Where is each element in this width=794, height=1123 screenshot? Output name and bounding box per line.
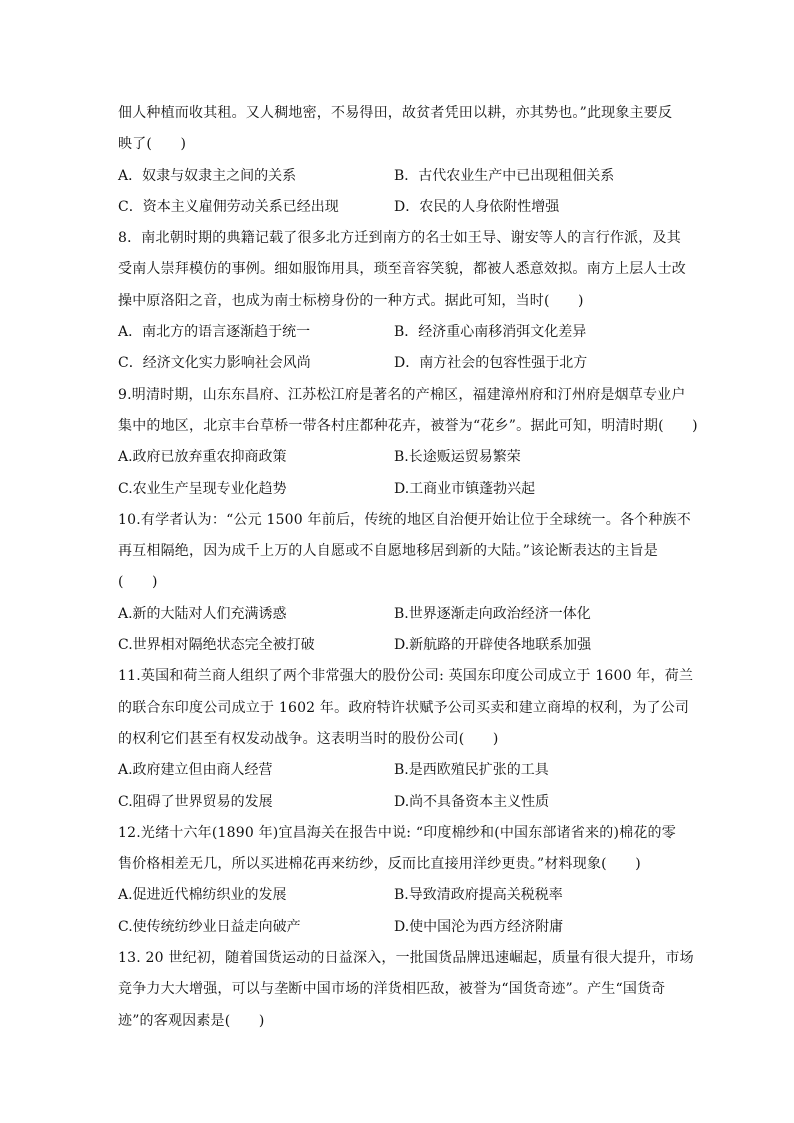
q9-option-d: D.工商业市镇蓬勃兴起 [394, 480, 536, 497]
q9-options-row-1 [118, 442, 708, 473]
question-12 [118, 818, 708, 943]
q8-option-d: D．南方社会的包容性强于北方 [394, 355, 588, 372]
q12-stem-line-1: 12.光绪十六年(1890 年)宜昌海关在报告中说: “印度棉纱和(中国东部诸省来的)棉花的零 [118, 824, 676, 841]
question-9 [118, 380, 708, 505]
q13-stem-line-3: 迹”的客观因素是( ) [118, 1012, 265, 1029]
q11-option-c: C.阻碍了世界贸易的发展 [118, 793, 273, 810]
q11-stem-line-3: 的权利它们甚至有权发动战争。这表明当时的股份公司( ) [118, 730, 499, 747]
q12-option-c: C.使传统纺纱业日益走向破产 [118, 918, 301, 935]
q11-option-d: D.尚不具备资本主义性质 [394, 793, 550, 810]
q12-option-b: B.导致清政府提高关税税率 [394, 887, 563, 904]
q11-stem-line-2: 的联合东印度公司成立于 1602 年。政府特许状赋予公司买卖和建立商埠的权利，为了公司 [118, 699, 690, 716]
question-7 [118, 98, 708, 223]
q8-options-row-2 [118, 348, 708, 379]
q9-stem-line-1: 9.明清时期，山东东昌府、江苏松江府是著名的产棉区，福建漳州府和汀州府是烟草专业户 [118, 386, 686, 403]
q13-stem-line-2: 竞争力大大增强，可以与垄断中国市场的洋货相匹敌，被誉为“国货奇迹”。产生“国货奇 [118, 981, 666, 998]
q10-stem-line-1: 10.有学者认为：“公元 1500 年前后，传统的地区自治便开始让位于全球统一。各个种族不 [118, 511, 691, 528]
q8-option-a: A．南北方的语言逐渐趋于统一 [118, 324, 311, 341]
question-10 [118, 505, 708, 661]
q9-stem-line-2: 集中的地区，北京丰台草桥一带各村庄都种花卉，被誉为“花乡”。据此可知，明清时期( ) [118, 417, 698, 434]
question-11 [118, 661, 708, 817]
q7-options-row-2 [118, 192, 708, 223]
q11-stem-line-1: 11.英国和荷兰商人组织了两个非常强大的股份公司: 英国东印度公司成立于 1600 年，荷兰 [118, 668, 694, 685]
q10-options-row-2 [118, 630, 708, 661]
q11-option-a: A.政府建立但由商人经营 [118, 762, 273, 779]
q12-option-d: D.使中国沦为西方经济附庸 [394, 918, 564, 935]
question-8 [118, 223, 708, 379]
q8-stem-line-3: 操中原洛阳之音，也成为南士标榜身份的一种方式。据此可知，当时( ) [118, 292, 584, 309]
q12-options-row-1 [118, 880, 708, 911]
q8-option-c: C．经济文化实力影响社会风尚 [118, 355, 311, 372]
q7-stem-line-1: 佃人种植而收其租。又人稠地密，不易得田，故贫者凭田以耕，亦其势也。”此现象主要反 [118, 105, 673, 121]
q7-option-c: C．资本主义雇佣劳动关系已经出现 [118, 198, 339, 215]
q10-option-a: A.新的大陆对人们充满诱惑 [118, 605, 287, 622]
question-13 [118, 943, 708, 1037]
q10-stem-line-3: ( ) [118, 574, 158, 591]
q9-options-row-2 [118, 474, 708, 505]
q9-option-b: B.长途贩运贸易繁荣 [394, 449, 521, 466]
q7-option-b: B．古代农业生产中已出现租佃关系 [394, 167, 615, 184]
q10-options-row-1 [118, 599, 708, 630]
q7-options-row-1 [118, 161, 708, 192]
q7-option-a: A．奴隶与奴隶主之间的关系 [118, 167, 297, 184]
q12-options-row-2 [118, 912, 708, 943]
q8-stem-line-2: 受南人崇拜模仿的事例。细如服饰用具，琐至音容笑貌，都被人悉意效拟。南方上层人士改 [118, 261, 686, 278]
q10-option-c: C.世界相对隔绝状态完全被打破 [118, 637, 315, 654]
q9-option-c: C.农业生产呈现专业化趋势 [118, 480, 287, 497]
q8-options-row-1 [118, 317, 708, 348]
q11-option-b: B.是西欧殖民扩张的工具 [394, 762, 549, 779]
q8-option-b: B．经济重心南移消弭文化差异 [394, 324, 587, 341]
q8-stem-line-1: 8．南北朝时期的典籍记载了很多北方迁到南方的名士如王导、谢安等人的言行作派，及其 [118, 230, 681, 247]
q10-option-b: B.世界逐渐走向政治经济一体化 [394, 605, 591, 622]
q10-option-d: D.新航路的开辟使各地联系加强 [394, 637, 592, 654]
exam-page [118, 98, 708, 1037]
q7-option-d: D．农民的人身依附性增强 [394, 198, 560, 215]
q10-stem-line-2: 再互相隔绝，因为成千上万的人自愿或不自愿地移居到新的大陆。”该论断表达的主旨是 [118, 543, 658, 560]
q11-options-row-2 [118, 787, 708, 818]
q12-option-a: A.促进近代棉纺织业的发展 [118, 887, 287, 904]
q9-option-a: A.政府已放弃重农抑商政策 [118, 449, 287, 466]
q11-options-row-1 [118, 755, 708, 786]
q12-stem-line-2: 售价格相差无几，所以买进棉花再来纺纱，反而比直接用洋纱更贵。”材料现象( ) [118, 856, 641, 873]
q13-stem-line-1: 13. 20 世纪初，随着国货运动的日益深入，一批国货品牌迅速崛起，质量有很大提升，市场 [118, 950, 694, 967]
q7-stem-line-2: 映了( ) [118, 136, 187, 153]
